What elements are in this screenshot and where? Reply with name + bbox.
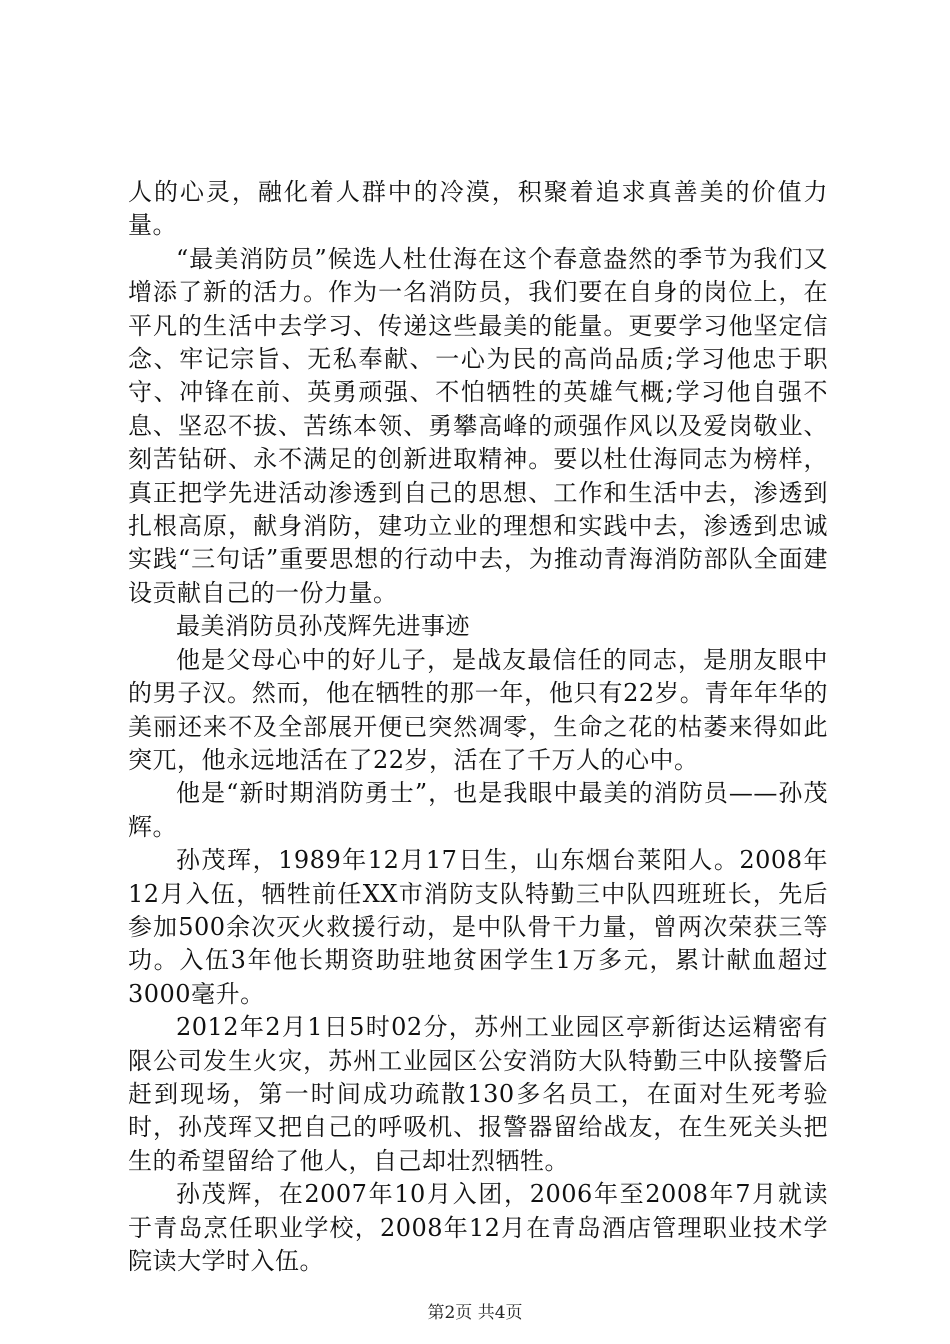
paragraph-biography: 孙茂珲，1989年12月17日生，山东烟台莱阳人。2008年12月入伍，牺牲前任XX市消防支队特勤三中队四班班长，先后参加500余次灭火救援行动，是中队骨干力量，曾两次荣获三等功。入伍3年他长期资助驻地贫困学生1万多元，累计献血超过3000毫升。 [128,846,828,1008]
paragraph-education: 孙茂辉，在2007年10月入团，2006年至2008年7月就读于青岛烹任职业学校，2008年12月在青岛酒店管理职业技术学院读大学时入伍。 [128,1180,828,1275]
paragraph-hero: 他是“新时期消防勇士”，也是我眼中最美的消防员——孙茂辉。 [128,779,828,841]
paragraph-continuation: 人的心灵，融化着人群中的冷漠，积聚着追求真善美的价值力量。 [128,178,828,240]
paragraph-candidate: “最美消防员”候选人杜仕海在这个春意盎然的季节为我们又增添了新的活力。作为一名消防员，我们要在自身的岗位上，在平凡的生活中去学习、传递这些最美的能量。更要学习他坚定信念、牢记宗旨、无私奉献、一心为民的高尚品质;学习他忠于职守、冲锋在前、英勇顽强、不怕牺牲的英雄气概;学习他自强不息、坚忍不拔、苦练本领、勇攀高峰的顽强作风以及爱岗敬业、刻苦钻研、永不满足的创新进取精神。要以杜仕海同志为榜样，真正把学先进活动渗透到自己的思想、工作和生活中去，渗透到扎根高原，献身消防，建功立业的理想和实践中去，渗透到忠诚实践“三句话”重要思想的行动中去，为推动青海消防部队全面建设贡献自己的一份力量。 [128,244,828,607]
paragraph-incident: 2012年2月1日5时02分，苏州工业园区亭新街达运精密有限公司发生火灾，苏州工业园区公安消防大队特勤三中队接警后赶到现场，第一时间成功疏散130多名员工，在面对生死考验时，孙茂珲又把自己的呼吸机、报警器留给战友，在生死关头把生的希望留给了他人，自己却壮烈牺牲。 [128,1013,828,1175]
section-heading: 最美消防员孙茂辉先进事迹 [176,612,470,641]
paragraph-intro: 他是父母心中的好儿子，是战友最信任的同志，是朋友眼中的男子汉。然而，他在牺牲的那一年，他只有22岁。青年年华的美丽还来不及全部展开便已突然凋零，生命之花的枯萎来得如此突兀，他永远地活在了22岁，活在了千万人的心中。 [128,645,828,774]
document-body [128,176,828,1278]
page-footer: 第2页 共4页 [427,1303,523,1323]
